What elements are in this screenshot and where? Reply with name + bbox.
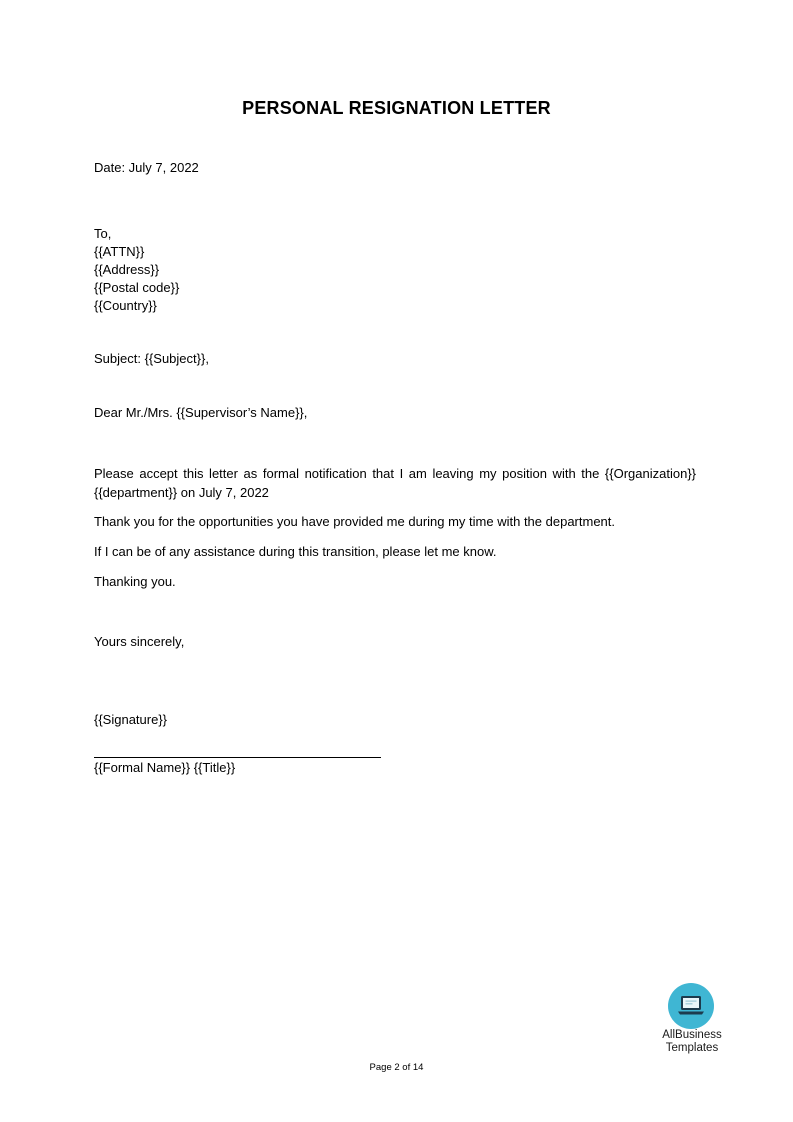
body-paragraph-notification: Please accept this letter as formal notification that I am leaving my position with the {{Organization}} {{department}} on July 7, 2022 bbox=[94, 466, 696, 500]
signer-name-title: {{Formal Name}} {{Title}} bbox=[94, 760, 236, 775]
page-number: Page 2 of 14 bbox=[369, 1062, 424, 1073]
address-postal-code: {{Postal code}} bbox=[94, 280, 180, 295]
body-paragraph-thanks: Thank you for the opportunities you have provided me during my time with the department. bbox=[94, 514, 616, 529]
allbusiness-templates-logo bbox=[652, 983, 732, 1055]
body-paragraph-assistance: If I can be of any assistance during this transition, please let me know. bbox=[94, 544, 497, 559]
signature-placeholder: {{Signature}} bbox=[94, 712, 168, 727]
address-street: {{Address}} bbox=[94, 262, 160, 277]
subject-line: Subject: {{Subject}}, bbox=[94, 351, 209, 366]
document-title: PERSONAL RESIGNATION LETTER bbox=[242, 98, 551, 118]
address-attn: {{ATTN}} bbox=[94, 244, 145, 259]
address-to: To, bbox=[94, 226, 112, 241]
date-line: Date: July 7, 2022 bbox=[94, 160, 199, 175]
body-paragraph-thanking: Thanking you. bbox=[94, 574, 176, 589]
logo-text-line2: Templates bbox=[665, 1042, 719, 1054]
address-country: {{Country}} bbox=[94, 298, 157, 313]
salutation: Dear Mr./Mrs. {{Supervisor’s Name}}, bbox=[94, 405, 308, 420]
logo-badge bbox=[668, 983, 714, 1029]
closing-line: Yours sincerely, bbox=[94, 634, 185, 649]
laptop-icon bbox=[668, 983, 714, 1029]
logo-text-line1: AllBusiness bbox=[662, 1029, 722, 1041]
signature-rule bbox=[94, 757, 381, 758]
